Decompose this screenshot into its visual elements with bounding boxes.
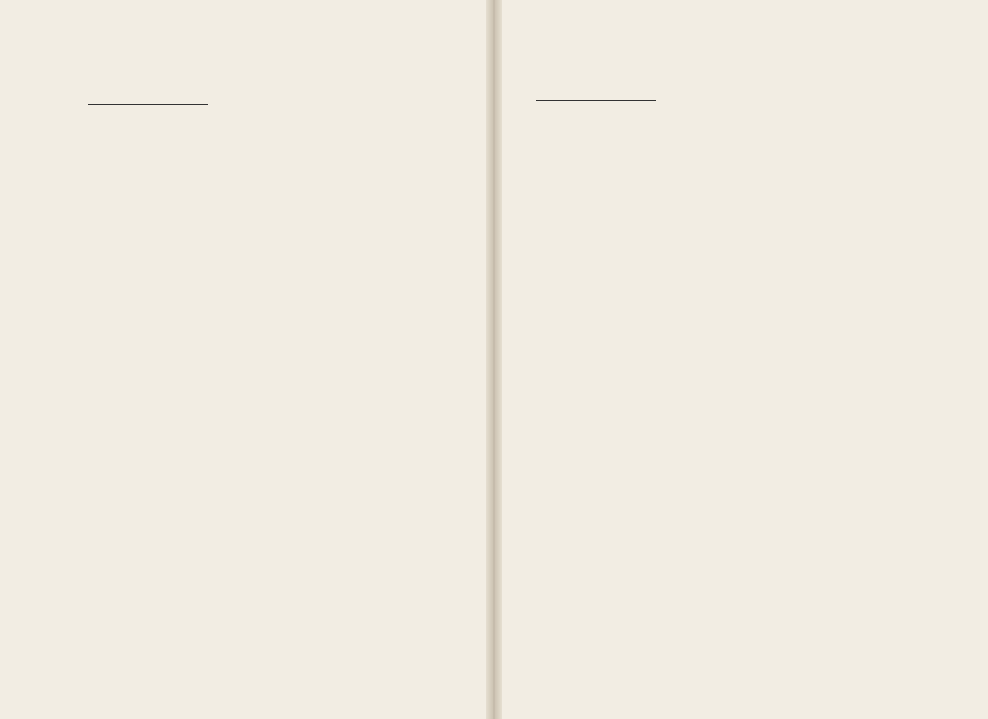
- footnote: [536, 166, 914, 181]
- footnote: [88, 140, 468, 155]
- footnote: [88, 110, 468, 125]
- footnote: [536, 121, 914, 136]
- footnote-rule: [88, 104, 208, 105]
- right-page-text-column: [536, 92, 914, 196]
- footnote: [536, 151, 914, 166]
- footnote: [536, 106, 914, 121]
- footnote: [536, 181, 914, 196]
- footnote: [88, 155, 468, 170]
- footnote-rule: [536, 100, 656, 101]
- footnote: [88, 125, 468, 140]
- left-page-text-column: [88, 96, 468, 170]
- right-page: [494, 0, 988, 719]
- footnote: [536, 136, 914, 151]
